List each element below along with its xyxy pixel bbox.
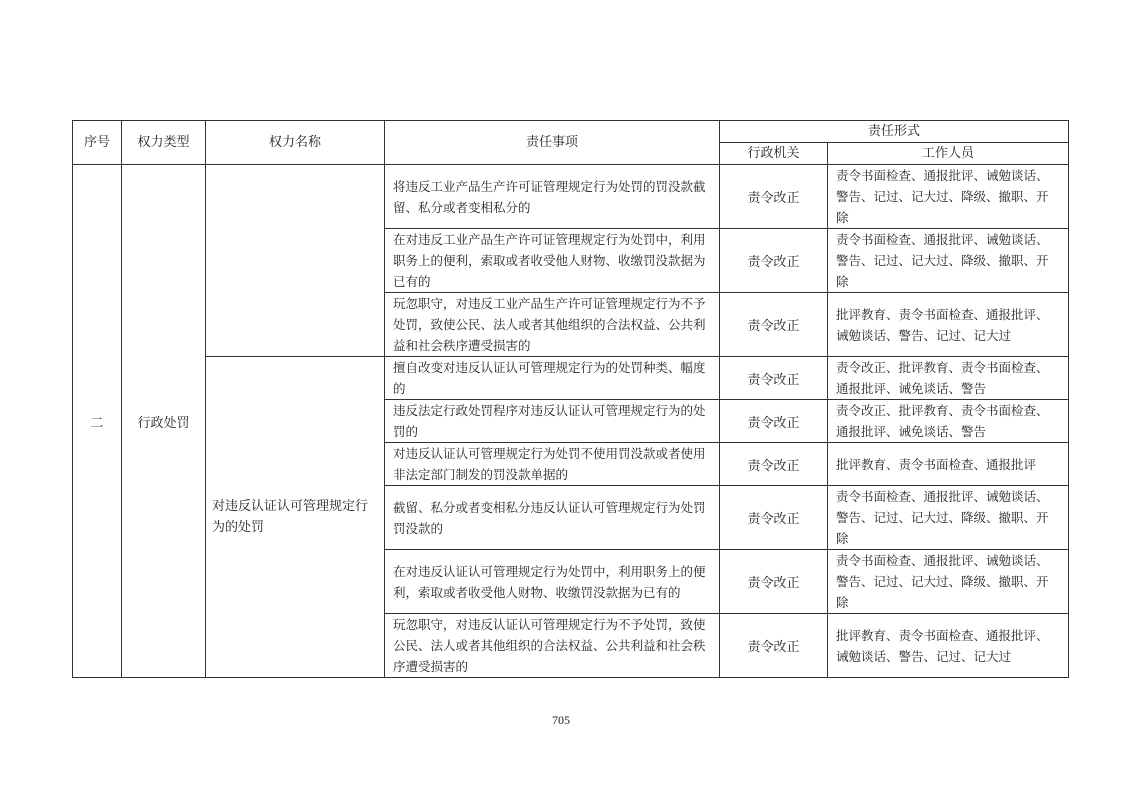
org-form-cell: 责令改正 [720,400,828,443]
org-form-cell: 责令改正 [720,614,828,678]
staff-form-cell: 责令书面检查、通报批评、诫勉谈话、警告、记过、记大过、降级、撤职、开除 [828,550,1069,614]
header-form: 责任形式 [720,121,1069,143]
duty-item-cell: 对违反认证认可管理规定行为处罚不使用罚没款或者使用非法定部门制发的罚没款单据的 [385,443,720,486]
duty-item-cell: 违反法定行政处罚程序对违反认证认可管理规定行为的处罚的 [385,400,720,443]
org-form-cell: 责令改正 [720,229,828,293]
duty-item-cell: 在对违反认证认可管理规定行为处罚中，利用职务上的便利，索取或者收受他人财物、收缴罚没款据为已有的 [385,550,720,614]
org-form-cell: 责令改正 [720,486,828,550]
org-form-cell: 责令改正 [720,357,828,400]
header-power-name: 权力名称 [206,121,385,165]
group-seq: 二 [73,165,122,678]
duty-item-cell: 在对违反工业产品生产许可证管理规定行为处罚中，利用职务上的便利，索取或者收受他人财物、收缴罚没款据为已有的 [385,229,720,293]
duty-item-cell: 玩忽职守，对违反认证认可管理规定行为不予处罚，致使公民、法人或者其他组织的合法权益、公共利益和社会秩序遭受损害的 [385,614,720,678]
header-duty-item: 责任事项 [385,121,720,165]
header-org: 行政机关 [720,143,828,165]
duty-item-cell: 擅自改变对违反认证认可管理规定行为的处罚种类、幅度的 [385,357,720,400]
staff-form-cell: 责令书面检查、通报批评、诫勉谈话、警告、记过、记大过、降级、撤职、开除 [828,486,1069,550]
staff-form-cell: 批评教育、责令书面检查、通报批评 [828,443,1069,486]
staff-form-cell: 责令书面检查、通报批评、诫勉谈话、警告、记过、记大过、降级、撤职、开除 [828,165,1069,229]
duty-item-cell: 截留、私分或者变相私分违反认证认可管理规定行为处罚罚没款的 [385,486,720,550]
staff-form-cell: 责令改正、批评教育、责令书面检查、通报批评、诫免谈话、警告 [828,357,1069,400]
header-staff: 工作人员 [828,143,1069,165]
staff-form-cell: 批评教育、责令书面检查、通报批评、诫勉谈话、警告、记过、记大过 [828,614,1069,678]
org-form-cell: 责令改正 [720,550,828,614]
table-header [73,121,1069,165]
duty-item-cell: 将违反工业产品生产许可证管理规定行为处罚的罚没款截留、私分或者变相私分的 [385,165,720,229]
staff-form-cell: 责令书面检查、通报批评、诫勉谈话、警告、记过、记大过、降级、撤职、开除 [828,229,1069,293]
table-row [73,357,1069,400]
org-form-cell: 责令改正 [720,165,828,229]
org-form-cell: 责令改正 [720,293,828,357]
group-power-name-b: 对违反认证认可管理规定行为的处罚 [206,357,385,678]
duty-item-cell: 玩忽职守，对违反工业产品生产许可证管理规定行为不予处罚，致使公民、法人或者其他组织的合法权益、公共利益和社会秩序遭受损害的 [385,293,720,357]
page-number: 705 [552,713,570,727]
group-power-type: 行政处罚 [122,165,206,678]
staff-form-cell: 批评教育、责令书面检查、通报批评、诫勉谈话、警告、记过、记大过 [828,293,1069,357]
staff-form-cell: 责令改正、批评教育、责令书面检查、通报批评、诫免谈话、警告 [828,400,1069,443]
group-power-name-a [206,165,385,357]
header-seq: 序号 [73,121,122,165]
table-row [73,165,1069,229]
org-form-cell: 责令改正 [720,443,828,486]
header-power-type: 权力类型 [122,121,206,165]
responsibility-table [72,120,1069,678]
